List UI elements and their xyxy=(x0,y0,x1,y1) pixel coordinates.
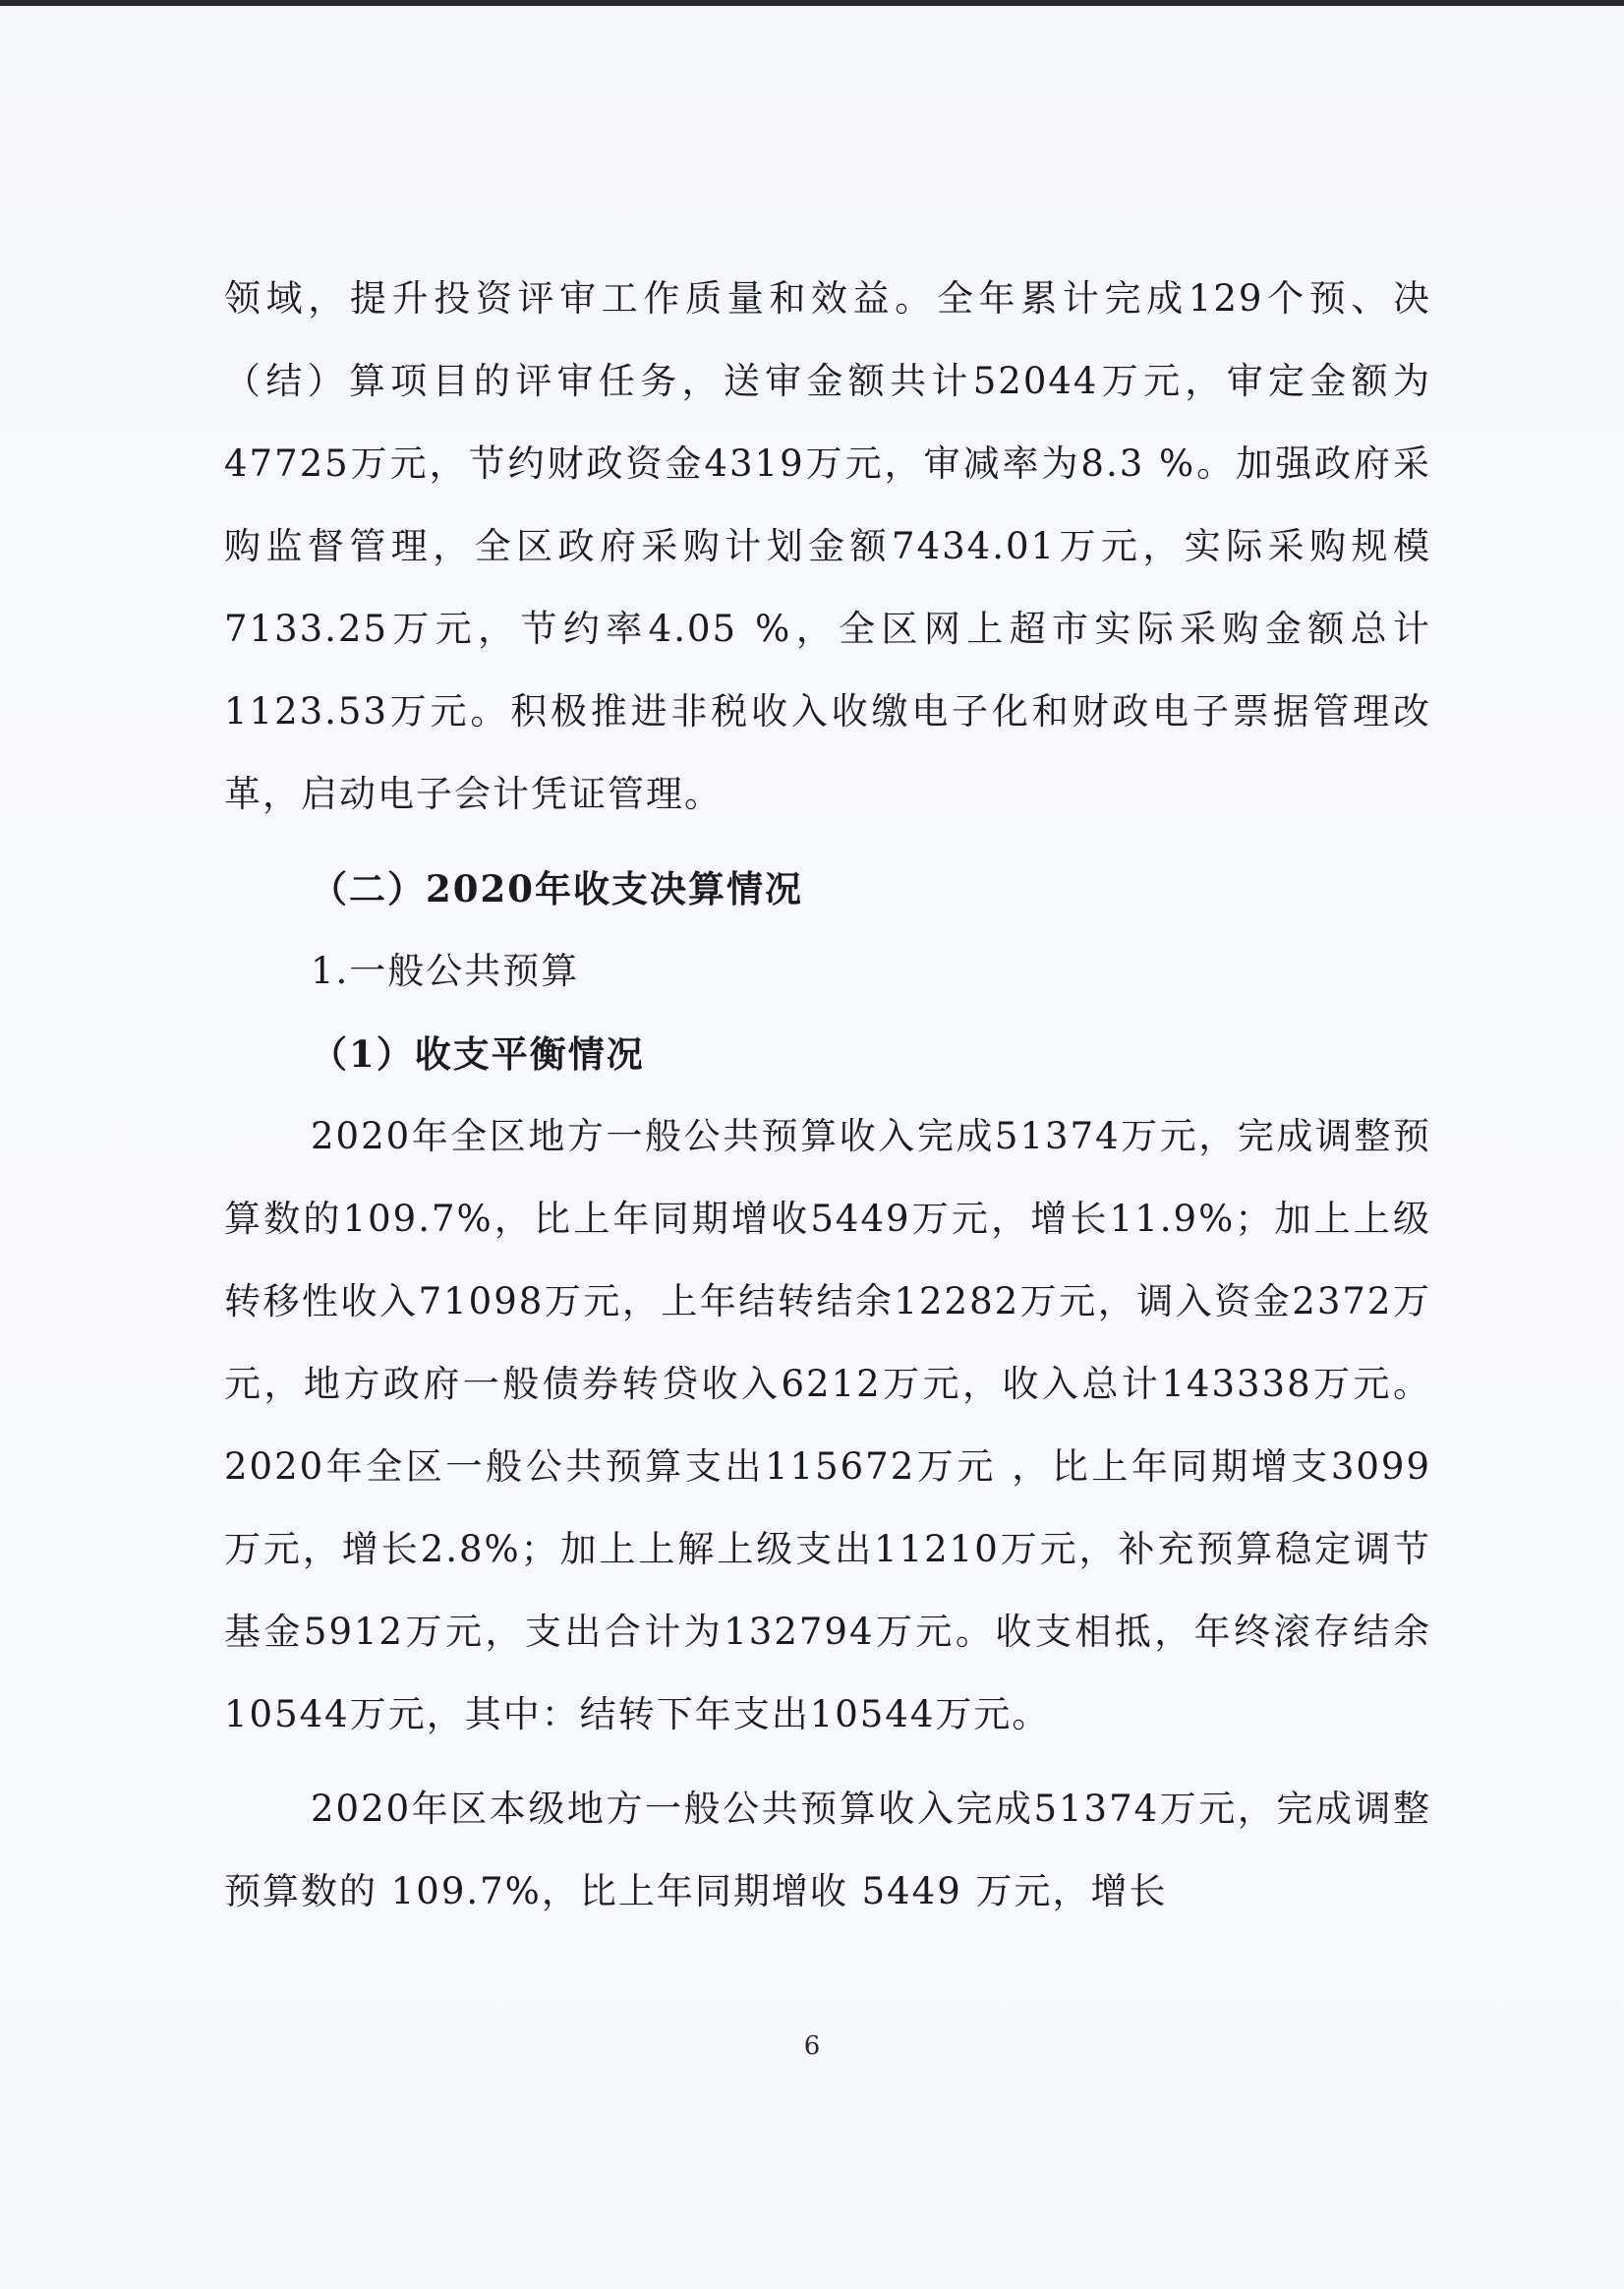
page-number: 6 xyxy=(803,2031,821,2061)
scan-top-border xyxy=(0,0,1624,6)
paragraph-investment-review: 领域，提升投资评审工作质量和效益。全年累计完成129个预、决（结）算项目的评审任务，送审金额共计52044万元，审定金额为47725万元，节约财政资金4319万元，审减率为8.3 %。加强政府采购监督管理，全区政府采购计划金额7434.01万元，实际采购规模7133.25万元，节约率4.05 %，全区网上超市实际采购金额总计1123.53万元。积极推进非税收入收缴电子化和财政电子票据管理改革，启动电子会计凭证管理。 xyxy=(224,277,1431,815)
sub-subsection-heading-balance: （1）收支平衡情况 xyxy=(311,1032,645,1076)
document-body xyxy=(224,258,1431,1933)
paragraph-district-level-revenue: 2020年区本级地方一般公共预算收入完成51374万元，完成调整预算数的 109.7%，比上年同期增收 5449 万元，增长 xyxy=(224,1788,1431,1912)
section-heading-2020-final-accounts: （二）2020年收支决算情况 xyxy=(311,867,803,910)
paragraph-district-revenue-expenditure: 2020年全区地方一般公共预算收入完成51374万元，完成调整预算数的109.7%，比上年同期增收5449万元，增长11.9%；加上上级转移性收入71098万元，上年结转结余12282万元，调入资金2372万元，地方政府一般债券转贷收入6212万元，收入总计143338万元。2020年全区一般公共预算支出115672万元 ，比上年同期增支3099万元，增长2.8%；加上上解上级支出11210万元，补充预算稳定调节基金5912万元，支出合计为132794万元。收支相抵，年终滚存结余10544万元，其中：结转下年支出10544万元。 xyxy=(224,1115,1431,1735)
subsection-heading-general-budget: 1.一般公共预算 xyxy=(311,950,580,992)
